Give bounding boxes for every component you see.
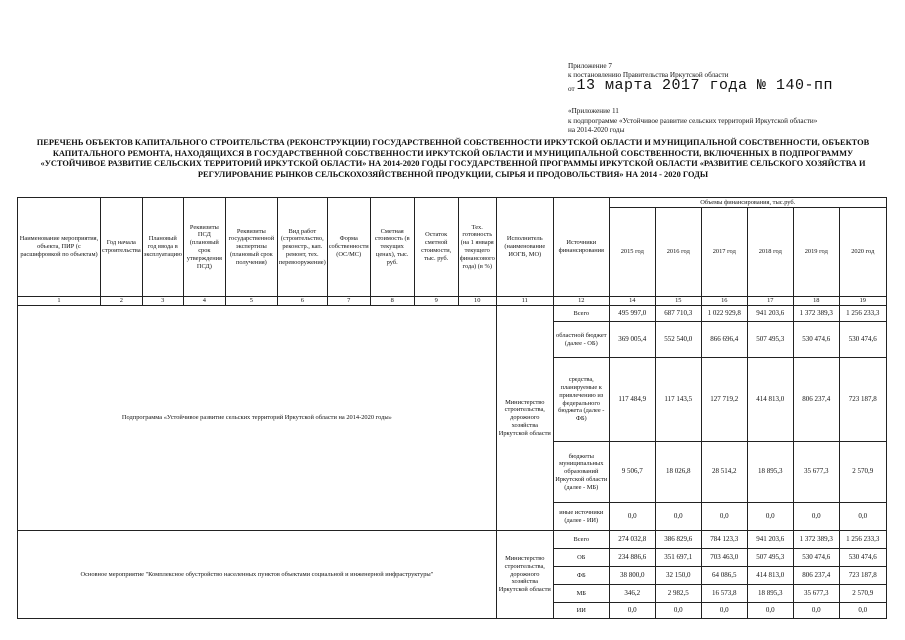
value-cell: 0,0 bbox=[839, 503, 886, 531]
value-cell: 28 514,2 bbox=[701, 442, 747, 503]
annex-date-prefix: от bbox=[568, 85, 575, 94]
col-number: 7 bbox=[327, 297, 370, 306]
value-cell: 18 895,3 bbox=[747, 442, 793, 503]
header-readiness: Тех. готовность (на 1 января текущего финансового года) (в %) bbox=[458, 198, 496, 297]
source-cell: областной бюджет (далее - ОБ) bbox=[553, 322, 609, 358]
value-cell: 16 573,8 bbox=[701, 585, 747, 603]
source-cell: ИИ bbox=[553, 603, 609, 619]
source-cell: Всего bbox=[553, 306, 609, 322]
col-number: 15 bbox=[655, 297, 701, 306]
value-cell: 117 484,9 bbox=[609, 358, 655, 442]
table-row bbox=[18, 306, 887, 322]
header-remaining-cost: Остаток сметной стоимости, тыс. руб. bbox=[414, 198, 458, 297]
value-cell: 530 474,6 bbox=[793, 549, 839, 567]
col-number: 18 bbox=[793, 297, 839, 306]
value-cell: 386 829,6 bbox=[655, 531, 701, 549]
header-psd-approval: Реквизиты ПСД (плановый срок утверждения ПСД) bbox=[183, 198, 225, 297]
header-work-type: Вид работ (строительство, реконстр., кап. ремонт, тех. перевооружение) bbox=[277, 198, 327, 297]
value-cell: 1 256 233,3 bbox=[839, 306, 886, 322]
header-year: 2018 год bbox=[747, 208, 793, 297]
col-number: 12 bbox=[553, 297, 609, 306]
value-cell: 1 372 389,3 bbox=[793, 531, 839, 549]
header-year-start: Год начала строительства bbox=[101, 198, 143, 297]
section-executor: Министерство строительства, дорожного хозяйства Иркутской области bbox=[496, 306, 553, 531]
header-name: Наименование мероприятия, объекта, ПИР (с расшифровкой по объектам) bbox=[18, 198, 101, 297]
section-name: Основное мероприятие "Комплексное обустройство населенных пунктов объектами социальной и инженерной инфраструктуры" bbox=[18, 531, 497, 619]
header-sources: Источники финансирования bbox=[553, 198, 609, 297]
col-number: 1 bbox=[18, 297, 101, 306]
annex-block bbox=[568, 62, 898, 135]
col-number: 11 bbox=[496, 297, 553, 306]
value-cell: 38 800,0 bbox=[609, 567, 655, 585]
value-cell: 866 696,4 bbox=[701, 322, 747, 358]
value-cell: 0,0 bbox=[609, 603, 655, 619]
value-cell: 0,0 bbox=[747, 503, 793, 531]
value-cell: 1 022 929,8 bbox=[701, 306, 747, 322]
header-year-commission: Плановый год ввода в эксплуатацию bbox=[142, 198, 183, 297]
col-number: 6 bbox=[277, 297, 327, 306]
value-cell: 1 372 389,3 bbox=[793, 306, 839, 322]
value-cell: 117 143,5 bbox=[655, 358, 701, 442]
source-cell: средства, планируемые к привлечению из федерального бюджета (далее - ФБ) bbox=[553, 358, 609, 442]
value-cell: 530 474,6 bbox=[839, 549, 886, 567]
col-number: 4 bbox=[183, 297, 225, 306]
value-cell: 0,0 bbox=[793, 503, 839, 531]
header-year: 2019 год bbox=[793, 208, 839, 297]
table-row bbox=[18, 531, 887, 549]
annex-line-2: к постановлению Правительства Иркутской области bbox=[568, 71, 729, 80]
value-cell: 507 495,3 bbox=[747, 322, 793, 358]
value-cell: 530 474,6 bbox=[839, 322, 886, 358]
financing-table bbox=[17, 197, 887, 619]
header-funding-group: Объемы финансирования, тыс.руб. bbox=[609, 198, 886, 208]
section-executor: Министерство строительства, дорожного хозяйства Иркутской области bbox=[496, 531, 553, 619]
value-cell: 32 150,0 bbox=[655, 567, 701, 585]
value-cell: 530 474,6 bbox=[793, 322, 839, 358]
value-cell: 703 463,0 bbox=[701, 549, 747, 567]
annex-line-6: на 2014-2020 годы bbox=[568, 125, 625, 134]
col-number: 3 bbox=[142, 297, 183, 306]
source-cell: иные источники (далее - ИИ) bbox=[553, 503, 609, 531]
value-cell: 1 256 233,3 bbox=[839, 531, 886, 549]
source-cell: бюджеты муниципальных образований Иркутской области (далее - МБ) bbox=[553, 442, 609, 503]
col-number: 19 bbox=[839, 297, 886, 306]
value-cell: 0,0 bbox=[701, 503, 747, 531]
value-cell: 414 813,0 bbox=[747, 567, 793, 585]
col-number: 16 bbox=[701, 297, 747, 306]
col-number: 10 bbox=[458, 297, 496, 306]
header-executor: Исполнитель (наименование ИОГВ, МО) bbox=[496, 198, 553, 297]
value-cell: 723 187,8 bbox=[839, 567, 886, 585]
value-cell: 941 203,6 bbox=[747, 531, 793, 549]
value-cell: 507 495,3 bbox=[747, 549, 793, 567]
col-number: 14 bbox=[609, 297, 655, 306]
header-year: 2017 год bbox=[701, 208, 747, 297]
value-cell: 0,0 bbox=[609, 503, 655, 531]
col-number: 2 bbox=[101, 297, 143, 306]
value-cell: 351 697,1 bbox=[655, 549, 701, 567]
value-cell: 64 086,5 bbox=[701, 567, 747, 585]
annex-line-4: «Приложение 11 bbox=[568, 107, 619, 116]
value-cell: 723 187,8 bbox=[839, 358, 886, 442]
value-cell: 234 886,6 bbox=[609, 549, 655, 567]
header-year: 2020 год bbox=[839, 208, 886, 297]
value-cell: 0,0 bbox=[655, 603, 701, 619]
annex-date-line bbox=[568, 77, 898, 95]
value-cell: 784 123,3 bbox=[701, 531, 747, 549]
value-cell: 0,0 bbox=[839, 603, 886, 619]
value-cell: 274 032,8 bbox=[609, 531, 655, 549]
value-cell: 806 237,4 bbox=[793, 567, 839, 585]
annex-line-5: к подпрограмме «Устойчивое развитие сельских территорий Иркутской области» bbox=[568, 116, 818, 125]
source-cell: Всего bbox=[553, 531, 609, 549]
document-title: ПЕРЕЧЕНЬ ОБЪЕКТОВ КАПИТАЛЬНОГО СТРОИТЕЛЬСТВА (РЕКОНСТРУКЦИИ) ГОСУДАРСТВЕННОЙ СОБСТВЕННОСТИ ИРКУТСКОЙ ОБЛАСТИ И МУНИЦИПАЛЬНОЙ СОБСТВЕННОСТИ, ОБЪЕКТОВ КАПИТАЛЬНОГО РЕМОНТА, НАХОДЯЩИХСЯ В ГОСУДАРСТВЕННОЙ СОБСТВЕННОСТИ ИРКУТСКОЙ ОБЛАСТИ И МУНИЦИПАЛЬНОЙ СОБСТВЕННОСТИ, ВКЛЮЧЕННЫХ В ПОДПРОГРАММУ «УСТОЙЧИВОЕ РАЗВИТИЕ СЕЛЬСКИХ ТЕРРИТОРИЙ ИРКУТСКОЙ ОБЛАСТИ» НА 2014-2020 ГОДЫ ГОСУДАРСТВЕННОЙ ПРОГРАММЫ ИРКУТСКОЙ ОБЛАСТИ «РАЗВИТИЕ СЕЛЬСКОГО ХОЗЯЙСТВА И РЕГУЛИРОВАНИЕ РЫНКОВ СЕЛЬСКОХОЗЯЙСТВЕННОЙ ПРОДУКЦИИ, СЫРЬЯ И ПРОДОВОЛЬСТВИЯ» НА 2014 - 2020 ГОДЫ bbox=[36, 138, 870, 179]
value-cell: 9 506,7 bbox=[609, 442, 655, 503]
value-cell: 2 570,9 bbox=[839, 585, 886, 603]
header-year: 2015 год bbox=[609, 208, 655, 297]
value-cell: 552 540,0 bbox=[655, 322, 701, 358]
value-cell: 18 895,3 bbox=[747, 585, 793, 603]
value-cell: 414 813,0 bbox=[747, 358, 793, 442]
annex-line-1: Приложение 7 bbox=[568, 62, 612, 70]
column-number-row bbox=[18, 297, 887, 306]
value-cell: 941 203,6 bbox=[747, 306, 793, 322]
value-cell: 127 719,2 bbox=[701, 358, 747, 442]
value-cell: 2 982,5 bbox=[655, 585, 701, 603]
value-cell: 495 997,0 bbox=[609, 306, 655, 322]
value-cell: 35 677,3 bbox=[793, 585, 839, 603]
value-cell: 687 710,3 bbox=[655, 306, 701, 322]
source-cell: ФБ bbox=[553, 567, 609, 585]
value-cell: 35 677,3 bbox=[793, 442, 839, 503]
section-name: Подпрограмма «Устойчивое развитие сельских территорий Иркутской области на 2014-2020 годы» bbox=[18, 306, 497, 531]
col-number: 17 bbox=[747, 297, 793, 306]
source-cell: ОБ bbox=[553, 549, 609, 567]
col-number: 5 bbox=[225, 297, 277, 306]
header-year: 2016 год bbox=[655, 208, 701, 297]
value-cell: 346,2 bbox=[609, 585, 655, 603]
col-number: 9 bbox=[414, 297, 458, 306]
value-cell: 0,0 bbox=[701, 603, 747, 619]
annex-date-stamp: 13 марта 2017 года № 140-пп bbox=[576, 77, 833, 95]
value-cell: 0,0 bbox=[655, 503, 701, 531]
value-cell: 806 237,4 bbox=[793, 358, 839, 442]
value-cell: 369 005,4 bbox=[609, 322, 655, 358]
header-state-expertise: Реквизиты государственной экспертизы (плановый срок получения) bbox=[225, 198, 277, 297]
col-number: 8 bbox=[370, 297, 414, 306]
value-cell: 0,0 bbox=[793, 603, 839, 619]
value-cell: 18 026,8 bbox=[655, 442, 701, 503]
header-ownership: Форма собственности (ОС/МС) bbox=[327, 198, 370, 297]
source-cell: МБ bbox=[553, 585, 609, 603]
header-estimated-cost: Сметная стоимость (в текущих ценах), тыс. руб. bbox=[370, 198, 414, 297]
value-cell: 0,0 bbox=[747, 603, 793, 619]
value-cell: 2 570,9 bbox=[839, 442, 886, 503]
